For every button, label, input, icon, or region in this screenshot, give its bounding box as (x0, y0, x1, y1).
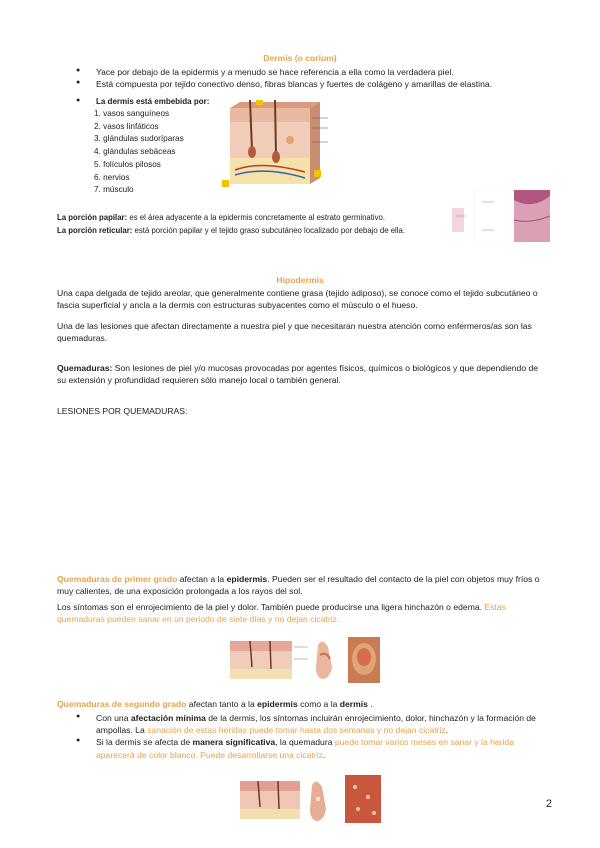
page-number: 2 (545, 798, 552, 810)
segundo-grado-dermis: dermis (339, 699, 368, 709)
skin-diagram-image (220, 100, 330, 192)
hipodermis-title: Hipodermis (276, 275, 324, 285)
b1-text-c: de la dermis, los síntomas incluirán enrojecimiento, dolor, hinchazón y la formación de ampollas. La (96, 713, 536, 736)
segundo-grado-bullet-1 (76, 712, 544, 736)
second-degree-burn-images (240, 775, 385, 825)
segundo-grado-bullets (76, 712, 544, 761)
lesiones-heading: LESIONES POR QUEMADURAS: (57, 406, 188, 416)
quemaduras-text: Son lesiones de piel y/o mucosas provocadas por agentes físicos, químicos o biológicos y que dependiendo de su extensión y profundidad requieren sólo manejo local o también general. (57, 363, 539, 386)
primer-grado-epidermis: epidermis (226, 574, 268, 584)
papilar-label: La porción papilar: (57, 213, 128, 222)
b2-orange: puede tomar varios meses en sanar y la herida aparecerá de color blanco. Puede desarrollarse una cicatriz (96, 737, 514, 760)
segundo-grado-epidermis: epidermis (257, 699, 298, 709)
b2-text-a: Si la dermis se afecta de (96, 737, 193, 748)
dermis-title: Dermis (o corium) (263, 53, 337, 63)
segundo-grado-text-2: como a la (297, 699, 340, 709)
reticular-paragraph (57, 225, 547, 236)
segundo-grado-paragraph (57, 698, 547, 710)
dermis-bullets (76, 66, 556, 90)
segundo-grado-text-1: afectan tanto a la (186, 699, 258, 709)
b1-text-d: . (445, 725, 449, 736)
dermis-bullet-3: ● La dermis está embebida por: (76, 96, 256, 107)
dermis-list (94, 108, 184, 197)
segundo-grado-bullet-2 (76, 736, 544, 760)
primer-grado-paragraph (57, 573, 547, 597)
list-item: 2. vasos linfáticos (94, 121, 159, 131)
hipodermis-paragraph-2: Una de las lesiones que afectan directamente a nuestra piel y que necesitaran nuestra atención como enfermeros/as son las quemaduras. (57, 321, 532, 344)
primer-grado-sintomas (57, 601, 547, 625)
list-item: 5. folículos pilosos (94, 159, 161, 169)
first-degree-burn-images (230, 637, 380, 685)
b2-text-c: , la quemadura (275, 737, 335, 748)
hipodermis-paragraph-1: Una capa delgada de tejido areolar, que generalmente contiene grasa (tejido adiposo), se conoce como el tejido subcutáneo o fascia superficial y ancla a la dermis con estructuras subyacentes como el músculo o el hueso. (57, 288, 538, 311)
list-item: 4. glándulas sebáceas (94, 147, 176, 157)
b2-text-d: . (322, 749, 326, 760)
list-item: 1. vasos sanguíneos (94, 109, 170, 118)
segundo-grado-text-3: . (367, 699, 373, 709)
segundo-grado-label: Quemaduras de segundo grado (57, 699, 187, 709)
primer-grado-text-2: . Pueden ser el resultado del contacto de la piel con objetos muy fríos o muy calientes, de una exposición prolongada a los rayos del sol. (57, 574, 540, 597)
dermis-bullet-1: ● Yace por debajo de la epidermis y a menudo se hace referencia a ella como la verdadera piel. (76, 66, 556, 78)
papilar-paragraph (57, 212, 547, 223)
reticular-label: La porción reticular: (57, 226, 133, 235)
primer-grado-text-1: afectan a la (177, 574, 227, 584)
dermis-bullet-2: ● Está compuesta por tejido conectivo denso, fibras blancas y fuertes de colágeno y amarillas de elastina. (76, 78, 556, 90)
primer-grado-text-3: Los síntomas son el enrojecimiento de la piel y dolor. También puede producirse una ligera hinchazón o edema. (57, 602, 485, 612)
b2-bold: manera significativa (192, 737, 276, 748)
list-item: 6. nervios (94, 172, 130, 182)
quemaduras-paragraph (57, 362, 547, 386)
list-item: 7. músculo (94, 185, 134, 195)
primer-grado-label: Quemaduras de primer grado (57, 574, 178, 584)
list-item: 3. glándulas sudoríparas (94, 134, 184, 144)
reticular-text: está porción papilar y el tejido graso subcutáneo localizado por debajo de ella. (132, 226, 406, 235)
b1-text-a: Con una (96, 713, 131, 723)
primer-grado-healing: Estas quemaduras pueden sanar en un periodo de siete días y no dejan cicatriz. (57, 602, 506, 625)
papilar-text: es el área adyacente a la epidermis concretamente al estrato germinativo. (127, 213, 386, 222)
b1-orange: sanación de estas heridas puede tomar hasta dos semanas y no dejan cicatriz (147, 725, 446, 736)
b1-bold: afectación mínima (130, 713, 206, 723)
quemaduras-label: Quemaduras: (57, 363, 113, 373)
